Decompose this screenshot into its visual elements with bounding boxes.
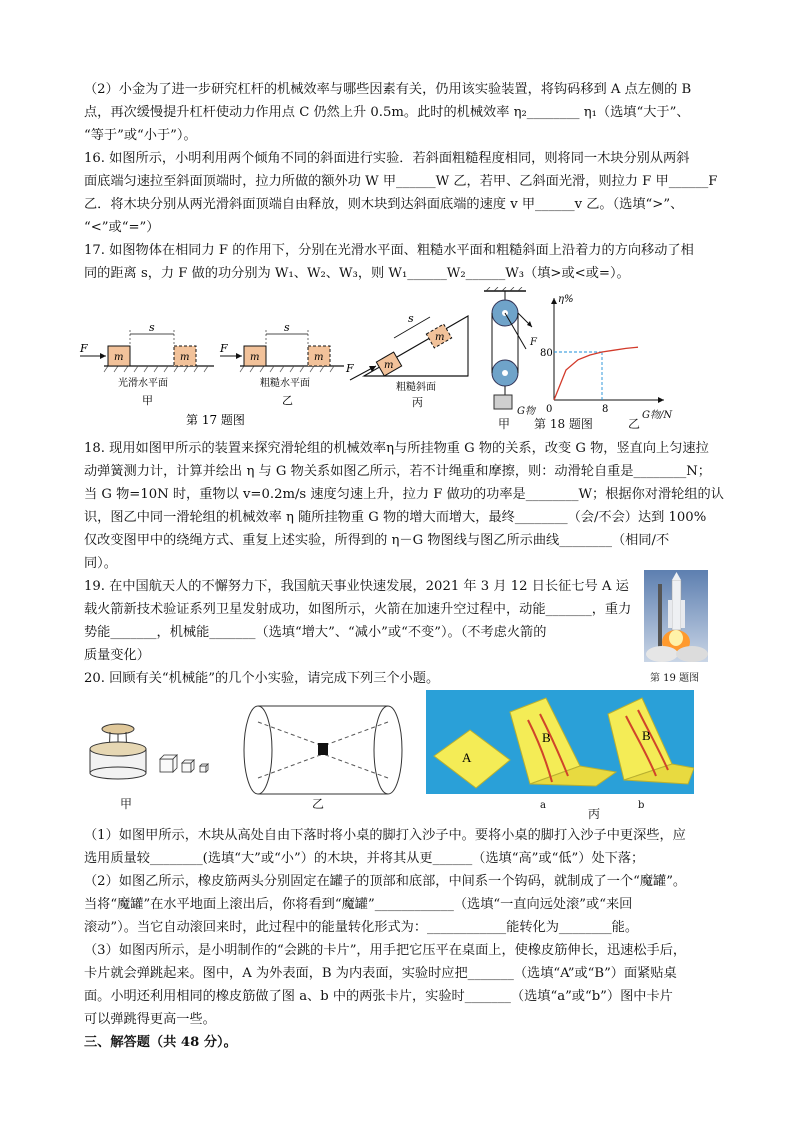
fig17-s-label-a: s [149,321,155,334]
fig17-caption: 第 17 题图 [186,413,245,426]
q20-1-line-1: （1）如图甲所示，木块从高处自由下落时将小桌的脚打入沙子中。要将小桌的脚打入沙子中更深些，应 [84,828,686,843]
figure-18-chart [540,290,673,421]
fig18-caption: 第 18 题图 [534,417,593,431]
fig17-surface-a: 光滑水平面 [118,378,168,389]
q20-3-line-3: 面。小明还利用相同的橡皮筋做了图 a、b 中的两张卡片，实验时_______（选填“a”或“b”）图中卡片 [84,989,673,1004]
q18-line-3: 当 G 物=10N 时，重物以 v=0.2m/s 速度匀速上升，拉力 F 做功的功率是________W；根据你对滑轮组的认 [84,487,724,502]
fig20-b-label: b [638,800,645,811]
fig17-m-c1: m [384,360,394,371]
q19-line-2: 载火箭新技术验证系列卫星发射成功，如图所示，火箭在加速升空过程中，动能_______，重力 [84,602,632,617]
fig20-a-label: a [540,800,546,811]
q18-line-4: 识，图乙中同一滑轮组的机械效率 η 随所挂物重 G 物的增大而增大，最终________（会/不会）达到 100% [84,510,707,525]
figure-18-pulley [476,287,538,417]
q20-3-line-1: （3）如图丙所示，是小明制作的“会跳的卡片”，用手把它压平在桌面上，使橡皮筋伸长，迅速松手后， [84,943,687,958]
q18-line-6: 同）。 [84,556,117,571]
q20-2-line-2: 当将“魔罐”在水平地面上滚出后，你将看到“魔罐”____________（选填“一直向远处滚”或“来回 [84,897,633,912]
fig18-yi-label: 乙 [628,417,641,431]
q15-line-1: （2）小金为了进一步研究杠杆的机械效率与哪些因素有关，仍用该实验装置，将钩码移到 A 点左侧的 B [84,82,692,97]
fig17-s-label-c: s [408,312,414,325]
fig17-jia [80,330,214,372]
q18-line-5: 仅改变图甲中的绕绳方式、重复上述实验，所得到的 η－G 物图线与图乙所示曲线________（相同/不 [84,533,670,548]
q19-line-1: 19. 在中国航天人的不懈努力下，我国航天事业快速发展，2021 年 3 月 12 日长征七号 A 运 [84,579,629,594]
fig20-bing-jumping-card [426,690,694,794]
fig17-label-b: 乙 [282,394,293,407]
q18-line-2: 动弹簧测力计，计算并绘出 η 与 G 物关系如图乙所示，若不计绳重和摩擦，则：动滑轮自重是________N； [84,464,711,479]
q16-line-1: 16. 如图所示，小明利用两个倾角不同的斜面进行实验．若斜面粗糙程度相同，则将同一木块分别从两斜 [84,151,690,166]
fig17-bing [350,316,468,380]
fig20-jia-label: 甲 [120,797,133,811]
q20-line-1: 20. 回顾有关“机械能”的几个小实验，请完成下列三个小题。 [84,671,440,686]
q18-line-1: 18. 现用如图甲所示的装置来探究滑轮组的机械效率η与所挂物重 G 物的关系，改变 G 物，竖直向上匀速拉 [84,441,709,456]
q19-line-4: 质量变化） [84,648,150,663]
fig18-F-label: F [530,337,537,348]
chart-ylabel: η% [558,294,574,305]
fig18-xlabel: G物/N [642,410,673,421]
fig17-force-label-a: F [80,342,88,355]
fig17-label-c: 丙 [412,396,423,409]
fig20-yi-magic-can [238,700,408,800]
fig17-surface-b: 粗糙水平面 [260,378,310,389]
fig20-jia-table-sand [82,715,232,805]
figure-17 [74,286,474,426]
fig18-G-label: G物 [517,406,535,417]
q16-line-4: “<”或“=”） [84,220,160,235]
hanging-weight [494,395,512,409]
fig17-m-c2: m [435,332,445,343]
q16-line-3: 乙．将木块分别从两光滑斜面顶端自由释放，则木块到达斜面底端的速度 v 甲______v 乙。（选填“>”、 [84,197,684,212]
q20-2-line-3: 滚动”）。当它自动滚回来时，此过程中的能量转化形式为：____________能转化为________能。 [84,920,639,935]
fig17-force-label-c: F [346,362,354,375]
fig17-yi [220,330,344,372]
card-face-B-b: B [642,728,651,743]
q17-line-1: 17. 如图物体在相同力 F 的作用下，分别在光滑水平面、粗糙水平面和粗糙斜面上沿着力的方向移动了相 [84,243,694,258]
chart-origin: 0 [546,404,553,415]
fig20-bing-label: 丙 [588,807,601,821]
q20-1-line-2: 选用质量较________(选填“大”或“小”）的木块，并将其从更______（选填“高”或“低”）处下落； [84,851,645,866]
fig17-m-b2: m [314,352,324,363]
fig17-force-label-b: F [220,342,228,355]
fig17-m-a1: m [114,352,124,363]
card-face-A: A [462,750,472,765]
fig18-jia-label: 甲 [498,417,511,431]
fig17-m-b1: m [250,352,260,363]
q17-line-2: 同的距离 s，力 F 做的功分别为 W₁、W₂、W₃，则 W₁______W₂______W₃（填>或<或=）。 [84,266,630,281]
fig20-yi-label: 乙 [312,797,325,811]
section-three-heading: 三、解答题（共 48 分）。 [84,1035,237,1050]
fig17-surface-c: 粗糙斜面 [396,382,436,393]
q19-line-3: 势能_______，机械能_______（选填“增大”、“减小”或“不变”）。（不考虑火箭的 [84,625,547,640]
q20-2-line-1: （2）如图乙所示，橡皮筋两头分别固定在罐子的顶部和底部，中间系一个钩码，就制成了一个“魔罐”。 [84,874,687,889]
q16-line-2: 面底端匀速拉至斜面顶端时，拉力所做的额外功 W 甲______W 乙，若甲、乙斜面光滑，则拉力 F 甲______F [84,174,718,189]
chart-y80: 80 [540,348,553,359]
fig17-s-label-b: s [284,321,290,334]
rocket-launch-photo [644,570,708,662]
q15-line-3: “等于”或“小于”）。 [84,128,197,143]
fig19-caption: 第 19 题图 [650,673,700,684]
q15-line-2: 点，再次缓慢提升杠杆使动力作用点 C 仍然上升 0.5m。此时的机械效率 η₂________ η₁（选填“大于”、 [84,105,690,120]
q20-3-line-4: 可以弹跳得更高一些。 [84,1012,216,1027]
q20-3-line-2: 卡片就会弹跳起来。图中，A 为外表面，B 为内表面，实验时应把_______（选填“A”或“B”）面紧贴桌 [84,966,677,981]
fig17-label-a: 甲 [142,394,153,407]
card-face-B-a: B [542,730,551,745]
chart-x8: 8 [602,404,609,415]
hook-weight [318,743,328,755]
fig17-m-a2: m [180,352,190,363]
efficiency-curve [554,347,638,400]
